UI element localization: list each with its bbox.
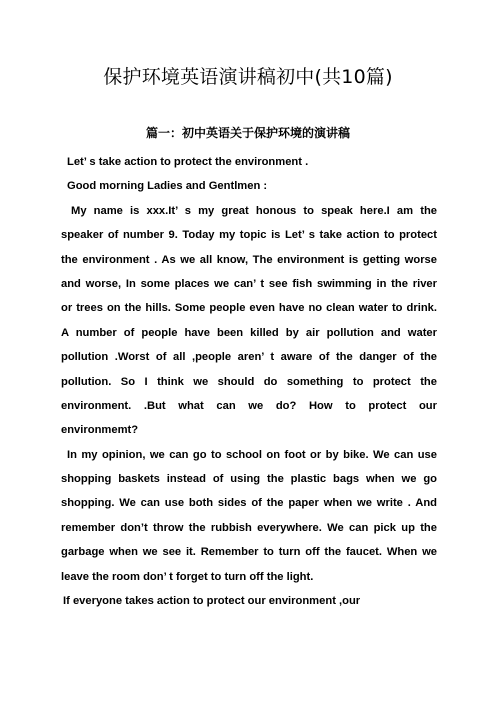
paragraph-line: In my opinion, we can go to school on foot or by bike. We can use	[67, 448, 437, 461]
paragraph-3	[61, 589, 437, 613]
paragraph-line: environmemt?	[61, 424, 139, 437]
document-title: 保护环境英语演讲稿初中(共10篇)	[103, 66, 393, 88]
paragraph-2	[61, 443, 437, 589]
paragraph-line: remember don’t throw the rubbish everywhere. We can pick up the	[61, 521, 437, 534]
paragraph-line: the environment . As we all know, The environment is getting worse	[61, 253, 437, 266]
paragraph-line: My name is xxx.It’ s my great honous to speak here.I am the	[71, 204, 437, 217]
paragraph-line: garbage when we see it. Remember to turn off the faucet. When we	[61, 546, 437, 559]
paragraph-1	[61, 199, 437, 443]
paragraph-line: environment. .But what can we do? How to protect our	[61, 399, 437, 412]
paragraph-line: speaker of number 9. Today my topic is Let’ s take action to protect	[61, 229, 437, 242]
paragraph-line: shopping baskets instead of using the plastic bags when we go	[61, 473, 437, 486]
paragraph-line: pollution. So I think we should do something to protect the	[61, 375, 437, 388]
section-heading: 篇一：初中英语关于保护环境的演讲稿	[145, 126, 350, 140]
paragraph-line: A number of people have been killed by air pollution and water	[61, 326, 437, 339]
paragraph-line: leave the room don’ t forget to turn off the light.	[61, 570, 314, 583]
greeting-line: Good morning Ladies and Gentlmen :	[67, 180, 268, 193]
paragraph-line: or trees on the hills. Some people even have no clean water to drink.	[61, 302, 437, 315]
paragraph-line: and worse, In some places we can’ t see fish swimming in the river	[61, 277, 437, 290]
speech-body	[61, 150, 437, 613]
paragraph-line: If everyone takes action to protect our environment ,our	[63, 595, 361, 608]
paragraph-line: shopping. We can use both sides of the paper when we write . And	[61, 497, 437, 510]
paragraph-line: pollution .Worst of all ,people aren’ t aware of the danger of the	[61, 351, 437, 364]
speech-title-line: Let’ s take action to protect the environment .	[67, 156, 309, 168]
